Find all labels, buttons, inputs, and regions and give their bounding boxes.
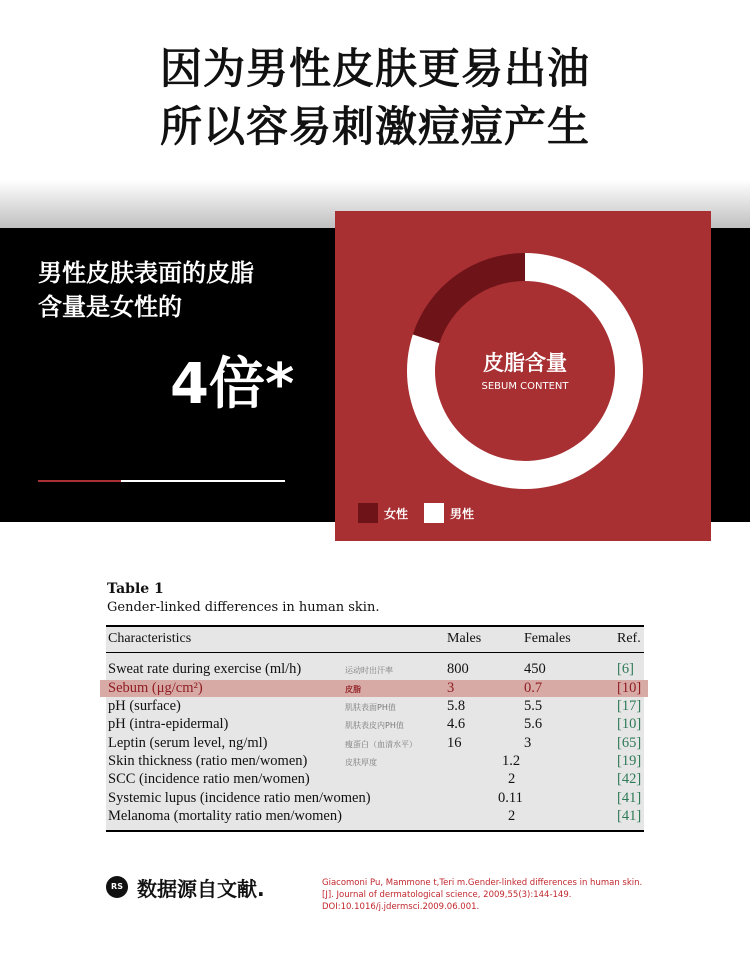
table-rule-bottom xyxy=(106,830,644,832)
row-ref: [41] xyxy=(617,790,642,806)
row-label: pH (intra-epidermal) xyxy=(108,716,229,732)
chart-panel xyxy=(335,211,711,541)
chart-title: 皮脂含量 xyxy=(483,351,567,375)
row-ratio: 0.11 xyxy=(498,790,523,806)
legend-swatch-female xyxy=(358,503,378,523)
citation-line-1: Giacomoni Pu, Mammone t,Teri m.Gender-linked differences in human skin. xyxy=(322,878,643,888)
col-header-characteristics: Characteristics xyxy=(108,631,192,646)
citation-line-3: DOI:10.1016/j.jdermsci.2009.06.001. xyxy=(322,902,480,912)
row-females: 0.7 xyxy=(524,680,543,696)
table-rule-header xyxy=(106,652,644,653)
divider-white xyxy=(121,480,285,482)
band-text xyxy=(38,256,328,324)
row-males: 16 xyxy=(447,735,462,751)
legend-item-female xyxy=(358,503,408,523)
col-header-ref: Ref. xyxy=(617,631,641,646)
row-label: Sebum (μg/cm²) xyxy=(108,680,203,696)
col-header-females: Females xyxy=(524,631,571,646)
row-label: SCC (incidence ratio men/women) xyxy=(108,771,310,787)
footer-citation xyxy=(322,877,662,913)
headline-line-1: 因为男性皮肤更易出油 xyxy=(159,44,590,93)
row-ref: [10] xyxy=(617,680,642,696)
citation-line-2: [J]. Journal of dermatological science, 2009,55(3):144-149. xyxy=(322,890,572,900)
row-females: 450 xyxy=(524,661,546,677)
chart-subtitle: SEBUM CONTENT xyxy=(481,381,569,392)
legend-item-male xyxy=(424,503,474,523)
row-cn-label: 肌肤表皮内PH值 xyxy=(345,721,404,730)
legend-swatch-male xyxy=(424,503,444,523)
col-header-males: Males xyxy=(447,631,482,646)
divider-red xyxy=(38,480,121,482)
legend-label-female: 女性 xyxy=(384,506,409,521)
table-title: Table 1 xyxy=(107,581,164,597)
row-ref: [42] xyxy=(617,771,642,787)
table-rule-top xyxy=(106,625,644,627)
row-males: 5.8 xyxy=(447,698,466,714)
row-cn-label: 皮肤厚度 xyxy=(345,758,377,767)
row-ref: [65] xyxy=(617,735,642,751)
footer-label: 数据源自文献. xyxy=(137,877,265,901)
row-label: Systemic lupus (incidence ratio men/women) xyxy=(108,790,371,806)
row-cn-label: 运动时出汗率 xyxy=(345,666,393,675)
row-males: 3 xyxy=(447,680,455,696)
row-ref: [6] xyxy=(617,661,634,677)
row-label: pH (surface) xyxy=(108,698,181,714)
headline-line-2: 所以容易刺激痘痘产生 xyxy=(159,102,590,151)
row-ratio: 2 xyxy=(508,771,516,787)
rs-badge-icon: RS xyxy=(106,876,128,898)
row-ratio: 1.2 xyxy=(502,753,521,769)
row-cn-label: 瘦蛋白（血清水平） xyxy=(345,740,417,749)
donut-slice-female xyxy=(413,253,525,343)
row-label: Melanoma (mortality ratio men/women) xyxy=(108,808,342,824)
band-text-line-1: 男性皮肤表面的皮脂 xyxy=(38,259,254,287)
row-females: 5.6 xyxy=(524,716,543,732)
row-ref: [17] xyxy=(617,698,642,714)
row-label: Skin thickness (ratio men/women) xyxy=(108,753,308,769)
table-subtitle: Gender-linked differences in human skin. xyxy=(107,600,380,615)
row-males: 800 xyxy=(447,661,469,677)
row-ref: [19] xyxy=(617,753,642,769)
band-text-line-2: 含量是女性的 xyxy=(38,293,182,321)
row-label: Leptin (serum level, ng/ml) xyxy=(108,735,268,751)
row-label: Sweat rate during exercise (ml/h) xyxy=(108,661,302,677)
row-ref: [10] xyxy=(617,716,642,732)
row-ref: [41] xyxy=(617,808,642,824)
row-females: 3 xyxy=(524,735,532,751)
row-cn-label: 肌肤表面PH值 xyxy=(345,703,396,712)
row-females: 5.5 xyxy=(524,698,543,714)
band-big-number: 4倍* xyxy=(170,352,295,417)
row-cn-label: 皮脂 xyxy=(345,685,361,694)
row-males: 4.6 xyxy=(447,716,466,732)
legend-label-male: 男性 xyxy=(450,506,475,521)
row-ratio: 2 xyxy=(508,808,516,824)
